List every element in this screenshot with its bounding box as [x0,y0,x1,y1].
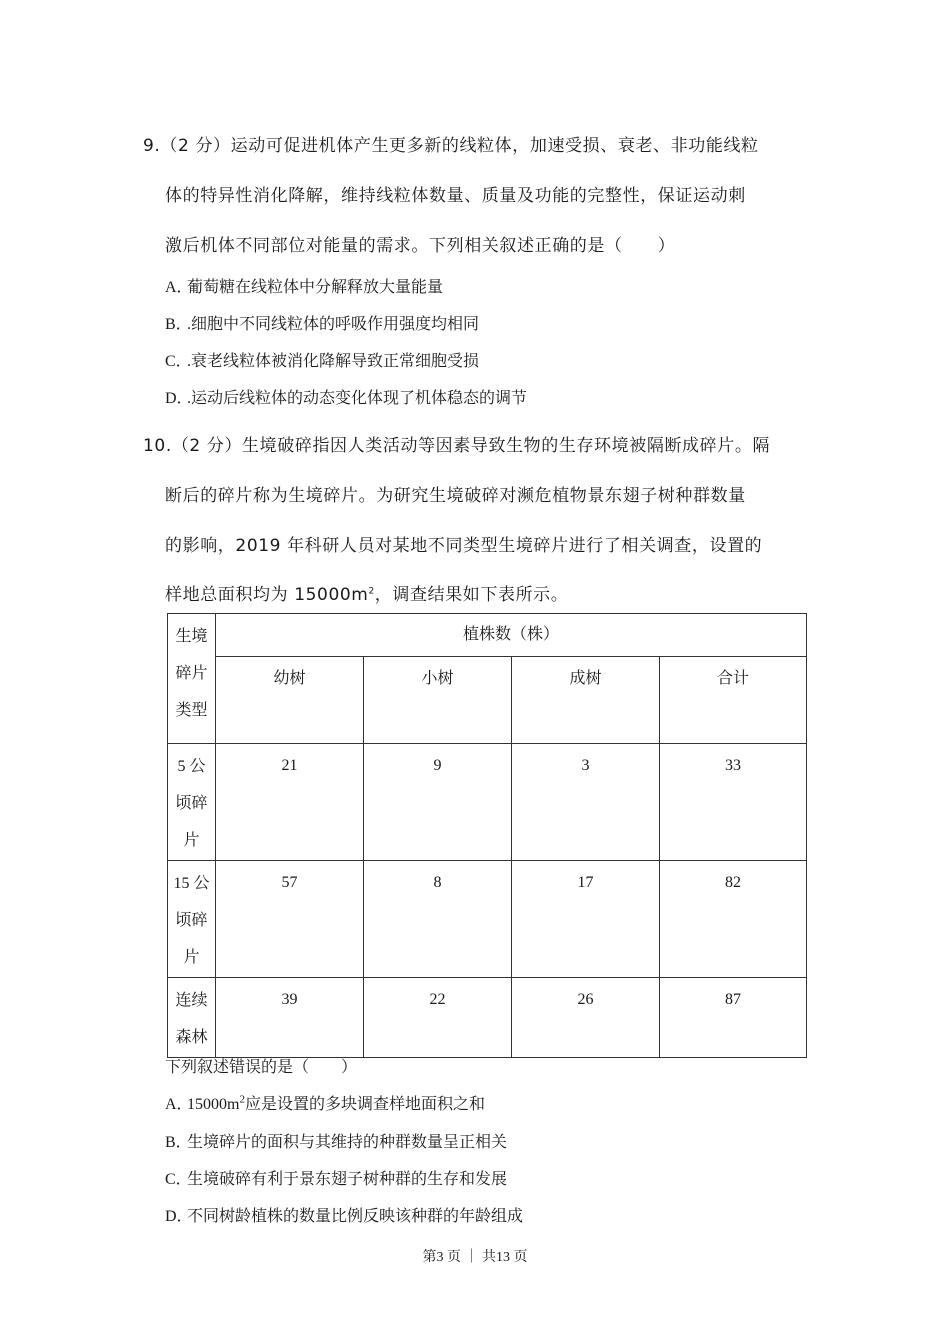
table-cell: 26 [512,978,660,1058]
header-plant-count: 植株数（株） [216,614,807,657]
table-cell: 22 [364,978,512,1058]
option-label: A． [165,1096,193,1113]
col-header-sapling: 小树 [364,657,512,744]
table-cell: 87 [660,978,807,1058]
option-text: 15000m [187,1096,240,1113]
q10-stem-line-4 [165,580,568,605]
option-label: B． [165,1134,192,1151]
row-type: 5 公 顷碎 片 [168,744,216,861]
q9-option-b[interactable] [165,311,479,334]
table-cell: 21 [216,744,364,861]
option-text: .细胞中不同线粒体的呼吸作用强度均相同 [187,316,480,333]
table-cell: 33 [660,744,807,861]
table-row [168,861,807,978]
table-cell: 17 [512,861,660,978]
option-label: D． [165,1208,193,1225]
option-text: 葡萄糖在线粒体中分解释放大量能量 [187,279,444,296]
col-header-total: 合计 [660,657,807,744]
q10-stem-line-3: 的影响，2019 年科研人员对某地不同类型生境碎片进行了相关调查，设置的 [165,536,763,556]
option-text: 生境碎片的面积与其维持的种群数量呈正相关 [187,1134,508,1151]
q10-option-a[interactable] [165,1091,485,1114]
option-text: .运动后线粒体的动态变化体现了机体稳态的调节 [187,390,528,407]
q10-prompt: 下列叙述错误的是（ ） [165,1059,358,1076]
table-row [168,978,807,1058]
header-habitat-type: 生境 碎片 类型 [168,614,216,744]
option-label: A． [165,279,193,296]
q10-stem-line-1: 10.（2 分）生境破碎指因人类活动等因素导致生物的生存环境被隔断成碎片。隔 [143,436,771,456]
option-label: C． [165,353,192,370]
col-header-adult: 成树 [512,657,660,744]
option-label: B． [165,316,192,333]
q9-option-c[interactable] [165,348,479,371]
superscript: 2 [368,586,375,597]
table-cell: 9 [364,744,512,861]
q10-option-c[interactable] [165,1166,507,1189]
q9-stem-line-3: 激后机体不同部位对能量的需求。下列相关叙述正确的是（ ） [165,236,676,256]
table-cell: 8 [364,861,512,978]
option-label: D． [165,390,193,407]
table-cell: 39 [216,978,364,1058]
q10-option-d[interactable] [165,1203,523,1226]
q9-stem-line-2: 体的特异性消化降解，维持线粒体数量、质量及功能的完整性，保证运动刺 [165,186,746,206]
superscript: 2 [239,1093,245,1106]
option-label: C． [165,1171,192,1188]
survey-table [167,613,807,1058]
option-text: 不同树龄植株的数量比例反映该种群的年龄组成 [187,1208,524,1225]
col-header-seedling: 幼树 [216,657,364,744]
option-text: .衰老线粒体被消化降解导致正常细胞受损 [187,353,480,370]
q9-stem-line-1: 9.（2 分）运动可促进机体产生更多新的线粒体，加速受损、衰老、非功能线粒 [143,136,759,156]
table-row [168,744,807,861]
q9-option-d[interactable] [165,385,527,408]
option-text: 应是设置的多块调查样地面积之和 [244,1096,485,1113]
table-cell: 57 [216,861,364,978]
table-cell: 3 [512,744,660,861]
stem-tail: ，调查结果如下表所示。 [374,585,569,605]
page-footer: 第3 页 ｜ 共13 页 [422,1250,528,1265]
table-cell: 82 [660,861,807,978]
option-text: 生境破碎有利于景东翅子树种群的生存和发展 [187,1171,508,1188]
q10-stem-line-2: 断后的碎片称为生境碎片。为研究生境破碎对濒危植物景东翅子树种群数量 [165,486,746,506]
row-type: 15 公 顷碎 片 [168,861,216,978]
q10-option-b[interactable] [165,1129,507,1152]
area-text: 样地总面积均为 15000m [165,585,369,605]
row-type: 连续 森林 [168,978,216,1058]
q9-option-a[interactable] [165,274,443,297]
